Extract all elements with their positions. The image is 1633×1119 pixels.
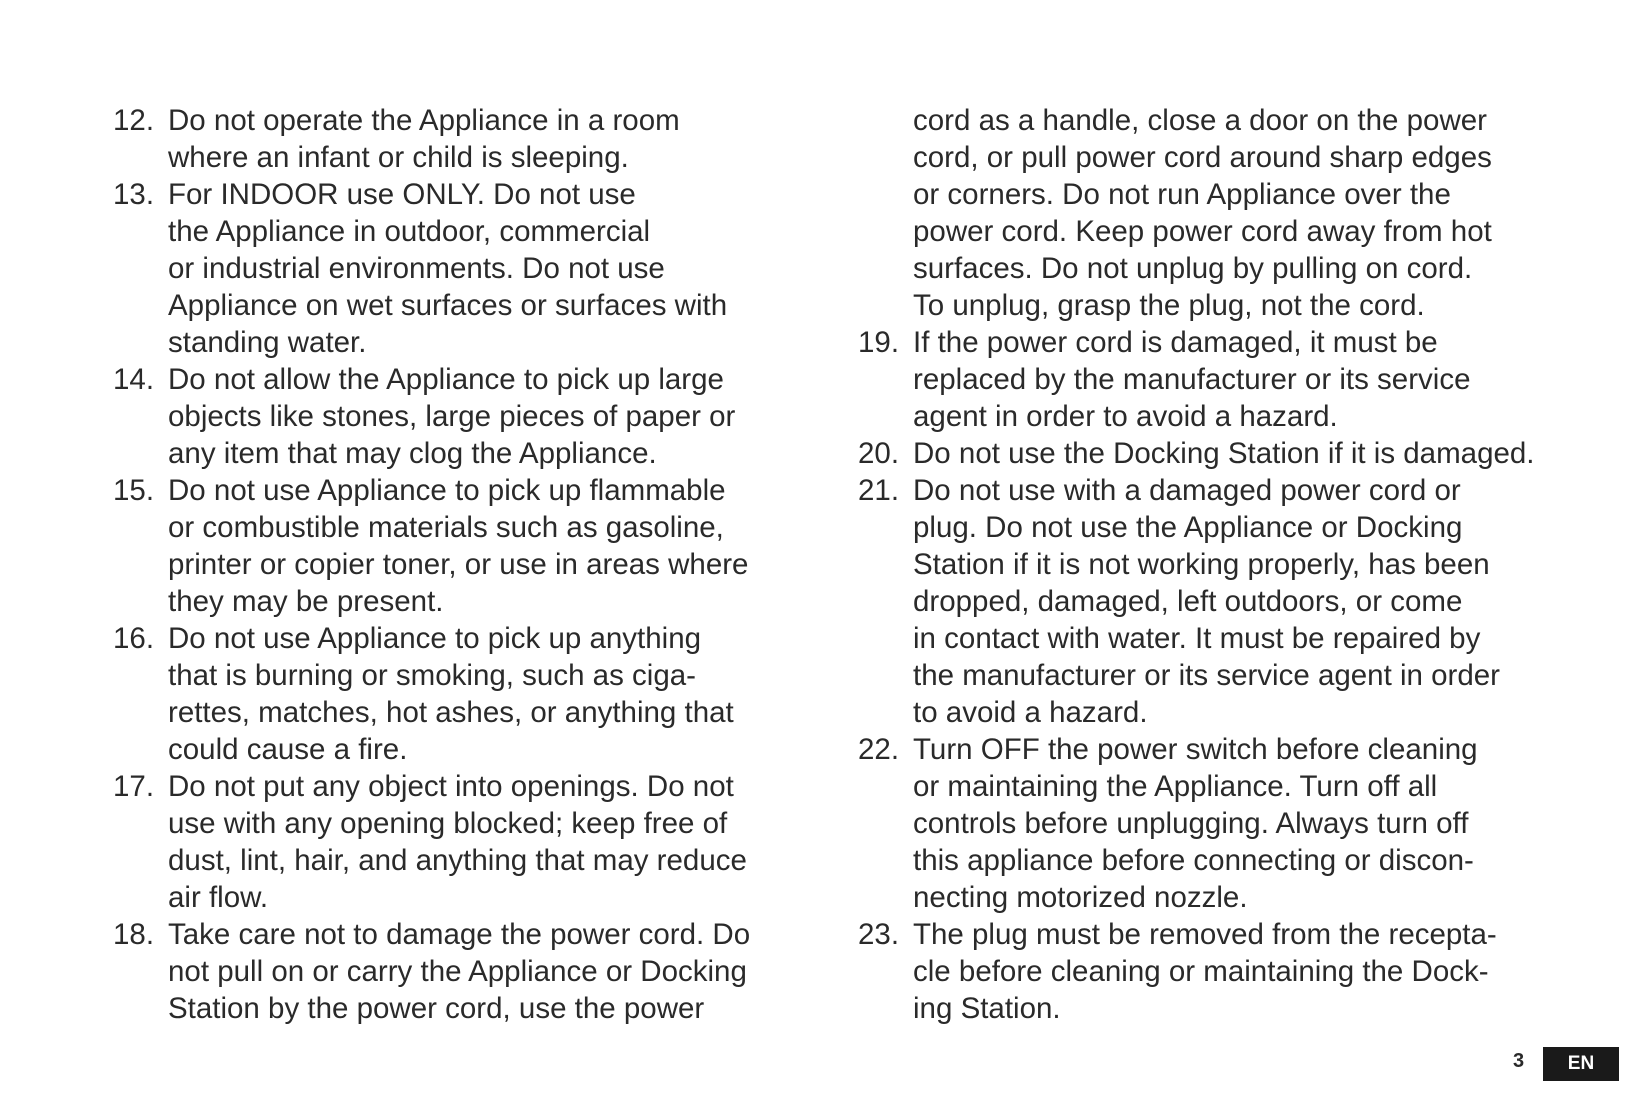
list-item-line — [858, 657, 1563, 694]
item-number: 12. — [113, 104, 155, 137]
list-item-line — [113, 213, 803, 250]
item-text: objects like stones, large pieces of paper or — [168, 400, 736, 433]
item-number: 14. — [113, 363, 155, 396]
list-item-line — [858, 361, 1563, 398]
item-text: or industrial environments. Do not use — [168, 252, 665, 285]
item-text: the manufacturer or its service agent in order — [913, 659, 1501, 692]
list-item-line — [113, 139, 803, 176]
language-badge: EN — [1543, 1047, 1619, 1081]
list-item-line — [113, 287, 803, 324]
item-text: Do not use with a damaged power cord or — [913, 474, 1461, 507]
list-item-line — [858, 768, 1563, 805]
list-item-line — [858, 176, 1563, 213]
list-item-line — [113, 694, 803, 731]
list-item — [113, 102, 803, 176]
list-item-line — [113, 916, 803, 953]
item-text: power cord. Keep power cord away from hot — [913, 215, 1492, 248]
item-text: dropped, damaged, left outdoors, or come — [913, 585, 1463, 618]
list-item — [858, 435, 1563, 472]
item-number: 20. — [858, 437, 900, 470]
list-item-line — [113, 324, 803, 361]
list-item-line — [858, 324, 1563, 361]
item-number: 16. — [113, 622, 155, 655]
item-text: surfaces. Do not unplug by pulling on cord. — [913, 252, 1473, 285]
list-item — [113, 472, 803, 620]
list-item-line — [858, 990, 1563, 1027]
item-text: controls before unplugging. Always turn off — [913, 807, 1469, 840]
list-item-line — [858, 916, 1563, 953]
item-text: or combustible materials such as gasoline, — [168, 511, 724, 544]
item-text: they may be present. — [168, 585, 444, 618]
list-item-line — [858, 287, 1563, 324]
item-text: ing Station. — [913, 992, 1061, 1025]
list-item-line — [858, 731, 1563, 768]
item-text: or corners. Do not run Appliance over the — [913, 178, 1451, 211]
list-item-line — [113, 102, 803, 139]
item-text: use with any opening blocked; keep free of — [168, 807, 728, 840]
left-column — [113, 102, 803, 1027]
item-text: Do not operate the Appliance in a room — [168, 104, 680, 137]
item-text: printer or copier toner, or use in areas where — [168, 548, 749, 581]
list-item — [858, 731, 1563, 916]
list-item-line — [113, 583, 803, 620]
item-text: could cause a fire. — [168, 733, 408, 766]
item-text: replaced by the manufacturer or its service — [913, 363, 1471, 396]
list-item — [113, 768, 803, 916]
item-text: plug. Do not use the Appliance or Docking — [913, 511, 1463, 544]
list-item-line — [113, 546, 803, 583]
list-item-line — [858, 250, 1563, 287]
item-text: For INDOOR use ONLY. Do not use — [168, 178, 636, 211]
item-text: in contact with water. It must be repaired by — [913, 622, 1481, 655]
item-text: this appliance before connecting or discon- — [913, 844, 1474, 877]
list-item-line — [858, 213, 1563, 250]
item-text: cord as a handle, close a door on the power — [913, 104, 1487, 137]
item-number: 21. — [858, 474, 900, 507]
item-text: To unplug, grasp the plug, not the cord. — [913, 289, 1425, 322]
item-number: 13. — [113, 178, 155, 211]
list-item-line — [113, 472, 803, 509]
item-text: Do not use the Docking Station if it is damaged. — [913, 437, 1535, 470]
list-item-line — [113, 805, 803, 842]
item-text: Station by the power cord, use the power — [168, 992, 705, 1025]
list-item-line — [858, 953, 1563, 990]
item-text: Take care not to damage the power cord. Do — [168, 918, 751, 951]
list-item-line — [858, 583, 1563, 620]
list-item-line — [858, 102, 1563, 139]
list-item-line — [113, 620, 803, 657]
item-text: not pull on or carry the Appliance or Docking — [168, 955, 747, 988]
list-item — [858, 102, 1563, 324]
item-text: the Appliance in outdoor, commercial — [168, 215, 651, 248]
item-text: The plug must be removed from the recepta- — [913, 918, 1497, 951]
list-item-line — [113, 990, 803, 1027]
list-item — [858, 916, 1563, 1027]
item-text: standing water. — [168, 326, 367, 359]
list-item-line — [113, 435, 803, 472]
list-item-line — [858, 398, 1563, 435]
list-item-line — [858, 139, 1563, 176]
list-item-line — [858, 509, 1563, 546]
item-text: Appliance on wet surfaces or surfaces with — [168, 289, 728, 322]
list-item-line — [113, 879, 803, 916]
list-item — [113, 620, 803, 768]
item-number: 17. — [113, 770, 155, 803]
list-item-line — [113, 398, 803, 435]
item-text: If the power cord is damaged, it must be — [913, 326, 1438, 359]
list-item — [113, 361, 803, 472]
right-column — [858, 102, 1563, 1027]
item-text: Turn OFF the power switch before cleaning — [913, 733, 1478, 766]
list-item-line — [113, 953, 803, 990]
item-text: any item that may clog the Appliance. — [168, 437, 657, 470]
list-item-line — [113, 842, 803, 879]
list-item — [113, 916, 803, 1027]
item-text: or maintaining the Appliance. Turn off all — [913, 770, 1438, 803]
item-number: 23. — [858, 918, 900, 951]
item-text: cle before cleaning or maintaining the Dock- — [913, 955, 1489, 988]
list-item-line — [113, 176, 803, 213]
list-item-line — [113, 250, 803, 287]
list-item-line — [858, 879, 1563, 916]
item-text: Do not allow the Appliance to pick up large — [168, 363, 724, 396]
list-item-line — [113, 731, 803, 768]
item-number: 18. — [113, 918, 155, 951]
list-item-line — [113, 657, 803, 694]
list-item — [113, 176, 803, 361]
item-text: Do not use Appliance to pick up anything — [168, 622, 702, 655]
item-text: Do not use Appliance to pick up flammable — [168, 474, 726, 507]
list-item-line — [113, 361, 803, 398]
item-text: rettes, matches, hot ashes, or anything that — [168, 696, 734, 729]
item-number: 19. — [858, 326, 900, 359]
list-item — [858, 324, 1563, 435]
item-text: that is burning or smoking, such as ciga- — [168, 659, 696, 692]
list-item-line — [113, 509, 803, 546]
item-text: where an infant or child is sleeping. — [168, 141, 629, 174]
item-number: 22. — [858, 733, 900, 766]
item-text: Station if it is not working properly, has been — [913, 548, 1490, 581]
list-item-line — [113, 768, 803, 805]
list-item-line — [858, 694, 1563, 731]
list-item-line — [858, 805, 1563, 842]
list-item-line — [858, 842, 1563, 879]
item-text: cord, or pull power cord around sharp edges — [913, 141, 1492, 174]
item-text: necting motorized nozzle. — [913, 881, 1248, 914]
item-number: 15. — [113, 474, 155, 507]
list-item-line — [858, 546, 1563, 583]
list-item-line — [858, 620, 1563, 657]
list-item-line — [858, 435, 1563, 472]
list-item-line — [858, 472, 1563, 509]
item-text: to avoid a hazard. — [913, 696, 1148, 729]
item-text: agent in order to avoid a hazard. — [913, 400, 1338, 433]
page-number: 3 — [1513, 1050, 1525, 1072]
item-text: Do not put any object into openings. Do not — [168, 770, 734, 803]
list-item — [858, 472, 1563, 731]
item-text: dust, lint, hair, and anything that may reduce — [168, 844, 747, 877]
item-text: air flow. — [168, 881, 269, 914]
